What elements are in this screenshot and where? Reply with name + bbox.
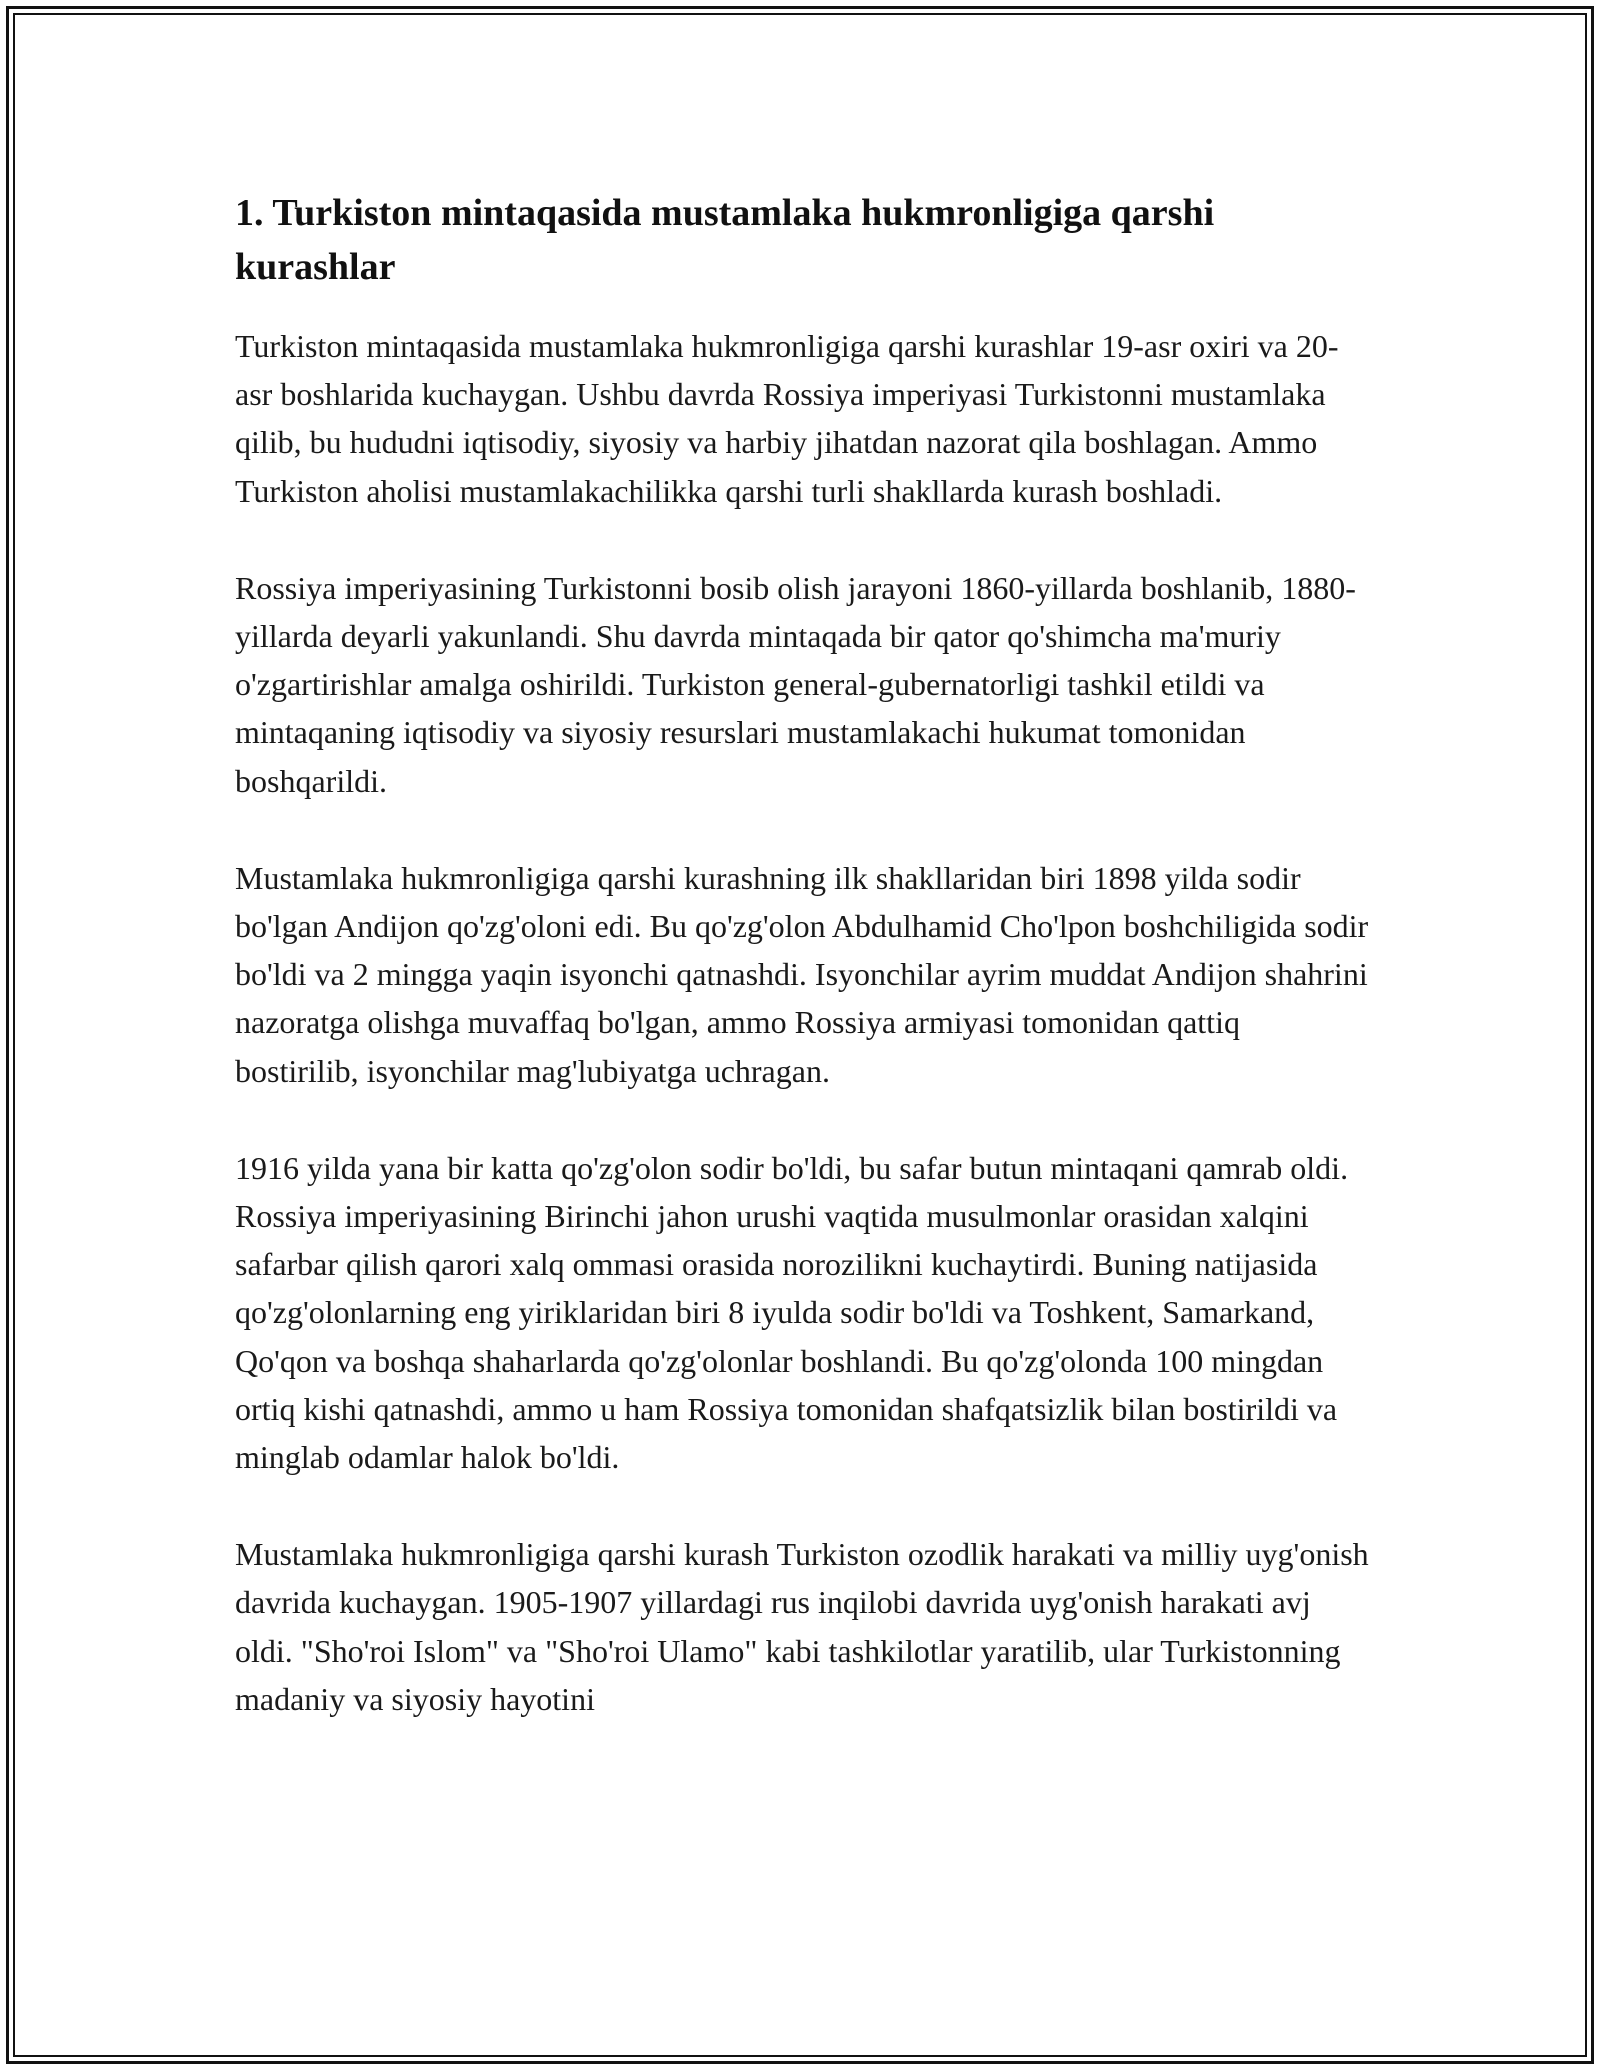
paragraph-andijan-uprising: Mustamlaka hukmronligiga qarshi kurashning ilk shakllaridan biri 1898 yilda sodir bo'lgan Andijon qo'zg'oloni edi. Bu qo'zg'olon Abdulhamid Cho'lpon boshchiligida sodir bo'ldi va 2 mingga yaqin isyonchi qatnashdi. Isyonchilar ayrim muddat Andijon shahrini nazoratga olishga muvaffaq bo'lgan, ammo Rossiya armiyasi tomonidan qattiq bostirilib, isyonchilar mag'lubiyatga uchragan. (235, 859, 1369, 1089)
paragraph-conquest: Rossiya imperiyasining Turkistonni bosib olish jarayoni 1860-yillarda boshlanib, 1880-yillarda deyarli yakunlandi. Shu davrda mintaqada bir qator qo'shimcha ma'muriy o'zgartirishlar amalga oshirildi. Turkiston general-gubernatorligi tashkil etildi va mintaqaning iqtisodiy va siyosiy resurslari mustamlakachi hukumat tomonidan boshqarildi. (235, 569, 1356, 799)
paragraph-1916-uprising: 1916 yilda yana bir katta qo'zg'olon sodir bo'ldi, bu safar butun mintaqani qamrab oldi. Rossiya imperiyasining Birinchi jahon urushi vaqtida musulmonlar orasidan xalqini safarbar qilish qarori xalq ommasi orasida norozilikni kuchaytirdi. Buning natijasida qo'zg'olonlarning eng yiriklaridan biri 8 iyulda sodir bo'ldi va Toshkent, Samarkand, Qo'qon va boshqa shaharlarda qo'zg'olonlar boshlandi. Bu qo'zg'olonda 100 mingdan ortiq kishi qatnashdi, ammo u ham Rossiya tomonidan shafqatsizlik bilan bostirildi va minglab odamlar halok bo'ldi. (235, 1149, 1349, 1476)
document-body (235, 186, 1370, 1772)
paragraph-national-awakening: Mustamlaka hukmronligiga qarshi kurash Turkiston ozodlik harakati va milliy uyg'onish davrida kuchaygan. 1905-1907 yillardagi rus inqilobi davrida uyg'onish harakati avj oldi. "Sho'roi Islom" va "Sho'roi Ulamo" kabi tashkilotlar yaratilib, ular Turkistonning madaniy va siyosiy hayotini (235, 1536, 1369, 1717)
section-heading: 1. Turkiston mintaqasida mustamlaka hukmronligiga qarshi kurashlar (235, 192, 1215, 288)
paragraph-intro: Turkiston mintaqasida mustamlaka hukmronligiga qarshi kurashlar 19-asr oxiri va 20-asr boshlarida kuchaygan. Ushbu davrda Rossiya imperiyasi Turkistonni mustamlaka qilib, bu hududni iqtisodiy, siyosiy va harbiy jihatdan nazorat qila boshlagan. Ammo Turkiston aholisi mustamlakachilikka qarshi turli shakllarda kurash boshladi. (235, 328, 1339, 509)
